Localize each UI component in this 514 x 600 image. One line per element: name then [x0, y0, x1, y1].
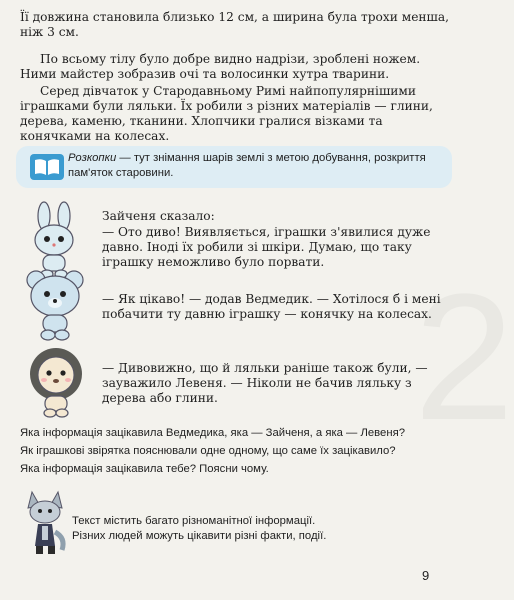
page-number: 9	[422, 568, 430, 583]
question-2: Як іграшкові звірятка пояснювали одне одному, що саме їх зацікавило?	[20, 445, 396, 457]
tip-text	[72, 514, 402, 544]
fox-character	[22, 488, 68, 556]
glossary-text	[68, 151, 446, 181]
lion-character	[26, 346, 86, 418]
paragraph-3: Серед дівчаток у Стародавньому Римі найпопулярнішими іграшками були ляльки. Їх робили з різних матеріалів — глини, дерева, каменю, тканини. Хлопчики гралися візками та конячками на колесах.	[20, 84, 433, 143]
book-icon	[30, 154, 64, 180]
glossary-box	[16, 146, 452, 188]
bear-speech: — Як цікаво! — додав Ведмедик. — Хотілося б і мені побачити ту давню іграшку — конячку на колесах.	[102, 292, 441, 321]
lion-speech: — Дивовижно, що й ляльки раніше також були, — зауважило Левеня. — Ніколи не бачив ляльку з дерева або глини.	[102, 361, 428, 405]
bunny-speech: — Ото диво! Виявляється, іграшки з'явилися дуже давно. Іноді їх робили зі шкіри. Думаю, що таку іграшку неможливо було порвати.	[102, 225, 431, 269]
bunny-intro: Зайченя сказало:	[102, 209, 215, 223]
tip-line-2: Різних людей можуть цікавити різні факти, події.	[72, 530, 327, 542]
questions-list	[20, 426, 460, 480]
paragraph-2: По всьому тілу було добре видно надрізи, зроблені ножем. Ними майстер зобразив очі та волосинки хутра тварини.	[20, 52, 421, 81]
glossary-definition: — тут знімання шарів землі з метою добування, розкриття пам'яток старовини.	[68, 152, 426, 179]
bear-character	[22, 268, 88, 342]
tip-line-1: Текст містить багато різноманітної інформації.	[72, 515, 316, 527]
background-decoration: 2	[414, 257, 514, 458]
question-3: Яка інформація зацікавила тебе? Поясни чому.	[20, 463, 269, 475]
glossary-term: Розкопки	[68, 152, 117, 164]
question-1: Яка інформація зацікавила Ведмедика, яка — Зайченя, а яка — Левеня?	[20, 427, 405, 439]
paragraph-1: Її довжина становила близько 12 см, а ширина була трохи менша, ніж 3 см.	[20, 10, 450, 39]
